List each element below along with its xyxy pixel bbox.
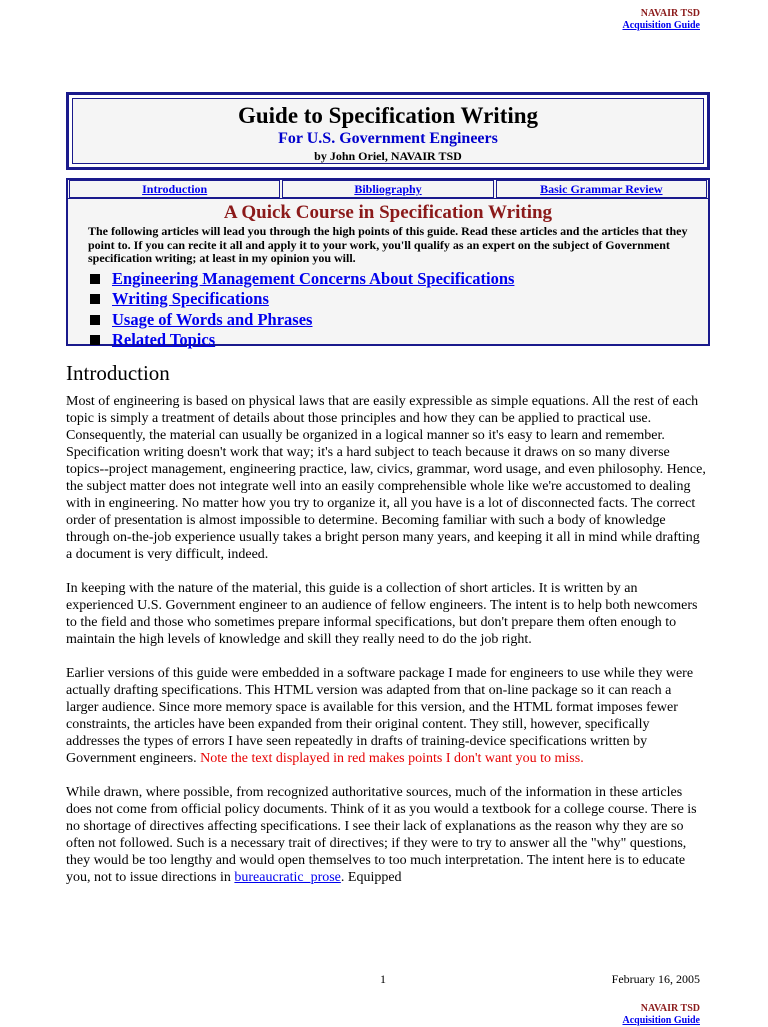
bullet-square-icon <box>90 335 100 345</box>
red-note: Note the text displayed in red makes points I don't want you to miss. <box>200 751 584 766</box>
author-line: by John Oriel, NAVAIR TSD <box>314 149 462 163</box>
course-description: The following articles will lead you through the high points of this guide. Read these articles and the articles that they point to. If you can recite it all and apply it to your work, you'll qualify as an expert on the subject of Government specification writing; at least in my opinion you will. <box>88 224 688 265</box>
paragraph-4-end: . Equipped <box>340 870 402 885</box>
page-subtitle: For U.S. Government Engineers <box>278 130 498 147</box>
footer-corner <box>622 1003 700 1027</box>
list-item <box>90 269 708 290</box>
course-link-list <box>68 269 708 351</box>
bureaucratic-prose-link[interactable]: bureaucratic_prose <box>234 870 341 885</box>
footer-date: February 16, 2005 <box>611 972 700 986</box>
section-heading-introduction: Introduction <box>66 361 170 385</box>
bullet-square-icon <box>90 315 100 325</box>
footer-org-label: NAVAIR TSD <box>640 1003 700 1014</box>
paragraph-2: In keeping with the nature of the material, this guide is a collection of short articles. It is written by an experienced U.S. Government engineer to an audience of fellow engineers. The intent is to help both newcomers to the field and those who sometimes prepare informal specifications, but don't prepare them often enough to maintain the high levels of knowledge and skill they really need to do the job right. <box>66 581 698 647</box>
page-number: 1 <box>380 972 386 986</box>
main-content <box>66 360 706 903</box>
title-box <box>66 92 710 170</box>
tab-basic-grammar-review[interactable]: Basic Grammar Review <box>496 180 707 198</box>
page-title: Guide to Specification Writing <box>237 103 539 128</box>
paragraph-4-text: While drawn, where possible, from recognized authoritative sources, much of the information in these articles does not come from official policy documents. Think of it as you would a textbook for a college course. There is no shortage of directives affecting specifications. I see their lack of explanations as the reason why they are so often not followed. Such is a necessary trait of directives; if they were to try to answer all the "why" questions, they would be too lengthy and would open themselves to too much interpretation. The intent here is to educate you, not to issue directions in <box>66 785 697 885</box>
footer-acquisition-guide-link[interactable]: Acquisition Guide <box>622 1015 700 1026</box>
link-related-topics[interactable]: Related Topics <box>112 330 216 349</box>
link-usage-of-words[interactable]: Usage of Words and Phrases <box>112 309 313 329</box>
paragraph-3-text: Earlier versions of this guide were embedded in a software package I made for engineers to use while they were actually drafting specifications. This HTML version was adapted from that on-line package so it can reach a larger audience. Since more memory space is available for this version, and the HTML format imposes fewer constraints, the articles have been expanded from their original content. They still, however, specifically addresses the types of errors I have seen repeatedly in drafts of training-device specifications written by Government engineers. <box>66 666 694 766</box>
quick-course-box <box>66 178 710 349</box>
header-corner <box>622 8 700 32</box>
list-item <box>90 330 708 351</box>
tab-bibliography[interactable]: Bibliography <box>282 180 493 198</box>
link-engineering-management[interactable]: Engineering Management Concerns About Specifications <box>112 268 515 288</box>
list-item <box>90 310 708 331</box>
link-writing-specifications[interactable]: Writing Specifications <box>112 289 269 308</box>
bullet-square-icon <box>90 274 100 284</box>
bullet-square-icon <box>90 294 100 304</box>
tab-introduction[interactable]: Introduction <box>69 180 280 198</box>
org-label: NAVAIR TSD <box>640 8 700 19</box>
paragraph-1: Most of engineering is based on physical laws that are easily expressible as simple equations. All the rest of each topic is simply a treatment of details about those principles and how they can be applied to practical use. Consequently, the material can usually be organized in a logical manner so it's easy to learn and remember. Specification writing doesn't work that way; it's a hard subject to teach because it draws on so many diverse topics--project management, engineering practice, law, civics, grammar, word usage, and even philosophy. Hence, the subject matter does not integrate well into an easily comprehensible whole like we're accustomed to dealing with in engineering. No matter how you try to organize it, all you have is a lot of disconnected facts. The correct order of presentation is almost impossible to determine. Becoming familiar with such a body of knowledge through on-the-job experience usually takes a bright person many years, and keeping it all in mind while drafting a document is very difficult, indeed. <box>66 394 706 562</box>
course-title: A Quick Course in Specification Writing <box>223 202 553 223</box>
list-item <box>90 289 708 310</box>
paragraph-3 <box>66 665 706 767</box>
acquisition-guide-link[interactable]: Acquisition Guide <box>622 20 700 31</box>
nav-tabs <box>68 180 708 199</box>
paragraph-4 <box>66 784 706 886</box>
